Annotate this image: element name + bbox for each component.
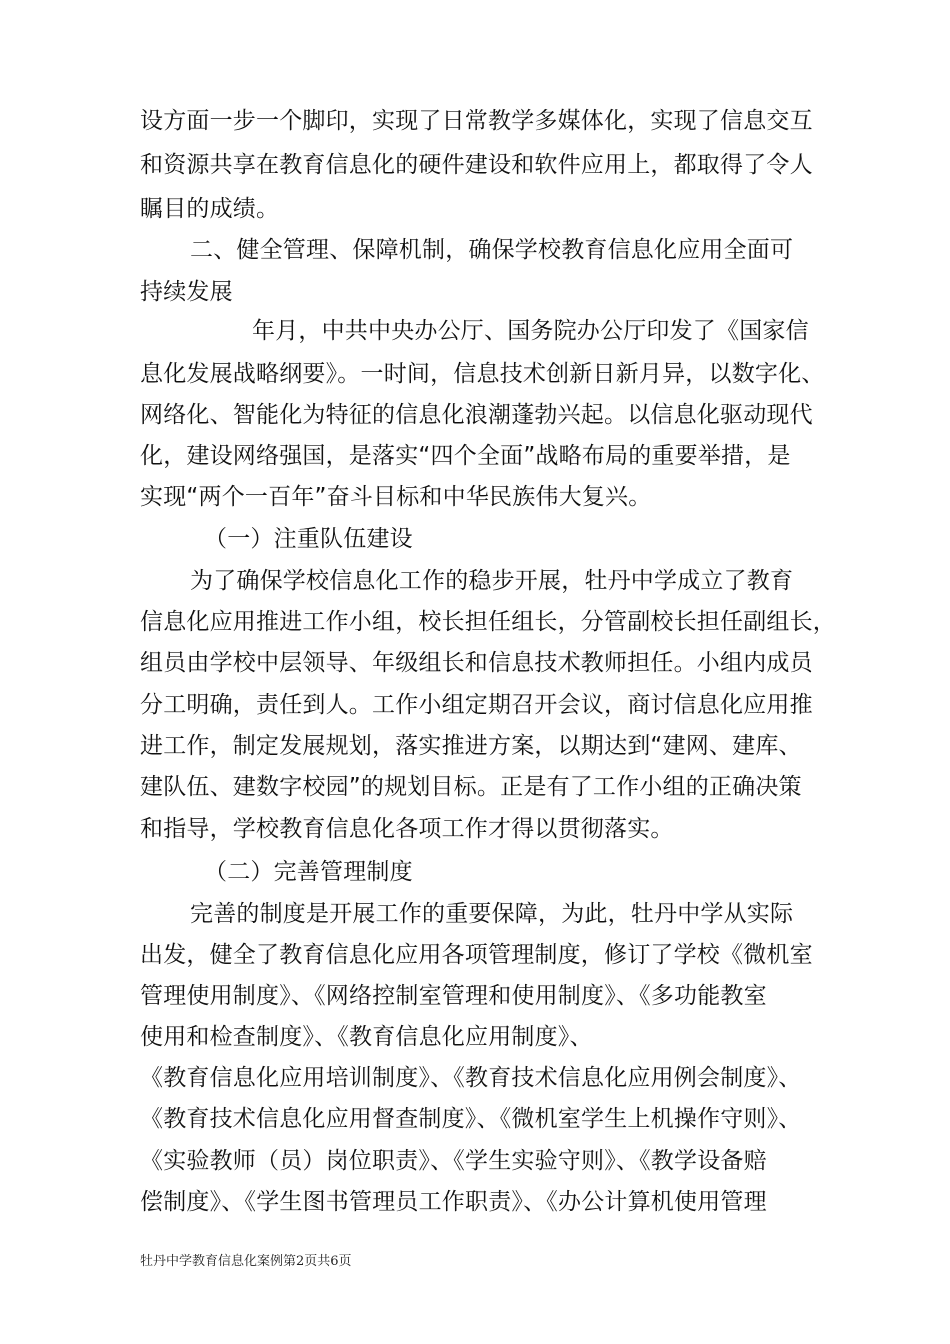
body-text-line: 《教育信息化应用培训制度》、《教育技术信息化应用例会制度》、 (140, 1065, 802, 1091)
body-text-line: 组员由学校中层领导、年级组长和信息技术教师担任。小组内成员 (140, 650, 813, 676)
body-text-line: 《教育技术信息化应用督查制度》、《微机室学生上机操作守则》、 (140, 1106, 802, 1132)
body-text-line: 出发，健全了教育信息化应用各项管理制度，修订了学校《微机室 (140, 942, 813, 968)
body-text-line: 进工作，制定发展规划，落实推进方案，以期达到“建网、建库、 (140, 733, 802, 759)
page-footer: 牡丹中学教育信息化案例第2页共6页 (140, 1254, 352, 1269)
body-text-line: 信息化应用推进工作小组，校长担任组长，分管副校长担任副组长， (140, 609, 836, 635)
body-text-line: 化，建设网络强国，是落实“四个全面”战略布局的重要举措，是 (140, 443, 791, 469)
body-text-line: 瞩目的成绩。 (140, 196, 280, 222)
body-text-line: 建队伍、建数字校园”的规划目标。正是有了工作小组的正确决策 (140, 774, 802, 800)
subsection-heading: （二）完善管理制度 (204, 859, 413, 885)
body-text-line: 设方面一步一个脚印，实现了日常教学多媒体化，实现了信息交互 (140, 108, 813, 134)
section-heading: 二、健全管理、保障机制，确保学校教育信息化应用全面可 (190, 237, 794, 263)
body-text-line: 偿制度》、《学生图书管理员工作职责》、《办公计算机使用管理 (140, 1189, 767, 1215)
body-text-line: 完善的制度是开展工作的重要保障，为此，牡丹中学从实际 (190, 901, 794, 927)
body-text-line: 实现“两个一百年”奋斗目标和中华民族伟大复兴。 (140, 484, 652, 510)
body-text-line: 管理使用制度》、《网络控制室管理和使用制度》、《多功能教室 (140, 983, 767, 1009)
body-text-line: 为了确保学校信息化工作的稳步开展，牡丹中学成立了教育 (190, 568, 794, 594)
body-text-line: 使用和检查制度》、《教育信息化应用制度》、 (140, 1024, 593, 1050)
body-text-line: 《实验教师（员）岗位职责》、《学生实验守则》、《教学设备赔 (140, 1148, 767, 1174)
section-heading-continued: 持续发展 (140, 279, 233, 305)
body-text-line: 年月，中共中央办公厅、国务院办公厅印发了《国家信 (252, 318, 809, 344)
body-text-line: 息化发展战略纲要》。一时间，信息技术创新日新月异，以数字化、 (140, 361, 825, 387)
subsection-heading: （一）注重队伍建设 (204, 526, 413, 552)
body-text-line: 和指导，学校教育信息化各项工作才得以贯彻落实。 (140, 816, 674, 842)
body-text-line: 和资源共享在教育信息化的硬件建设和软件应用上，都取得了令人 (140, 152, 813, 178)
body-text-line: 网络化、智能化为特征的信息化浪潮蓬勃兴起。以信息化驱动现代 (140, 402, 813, 428)
body-text-line: 分工明确，责任到人。工作小组定期召开会议，商讨信息化应用推 (140, 692, 813, 718)
